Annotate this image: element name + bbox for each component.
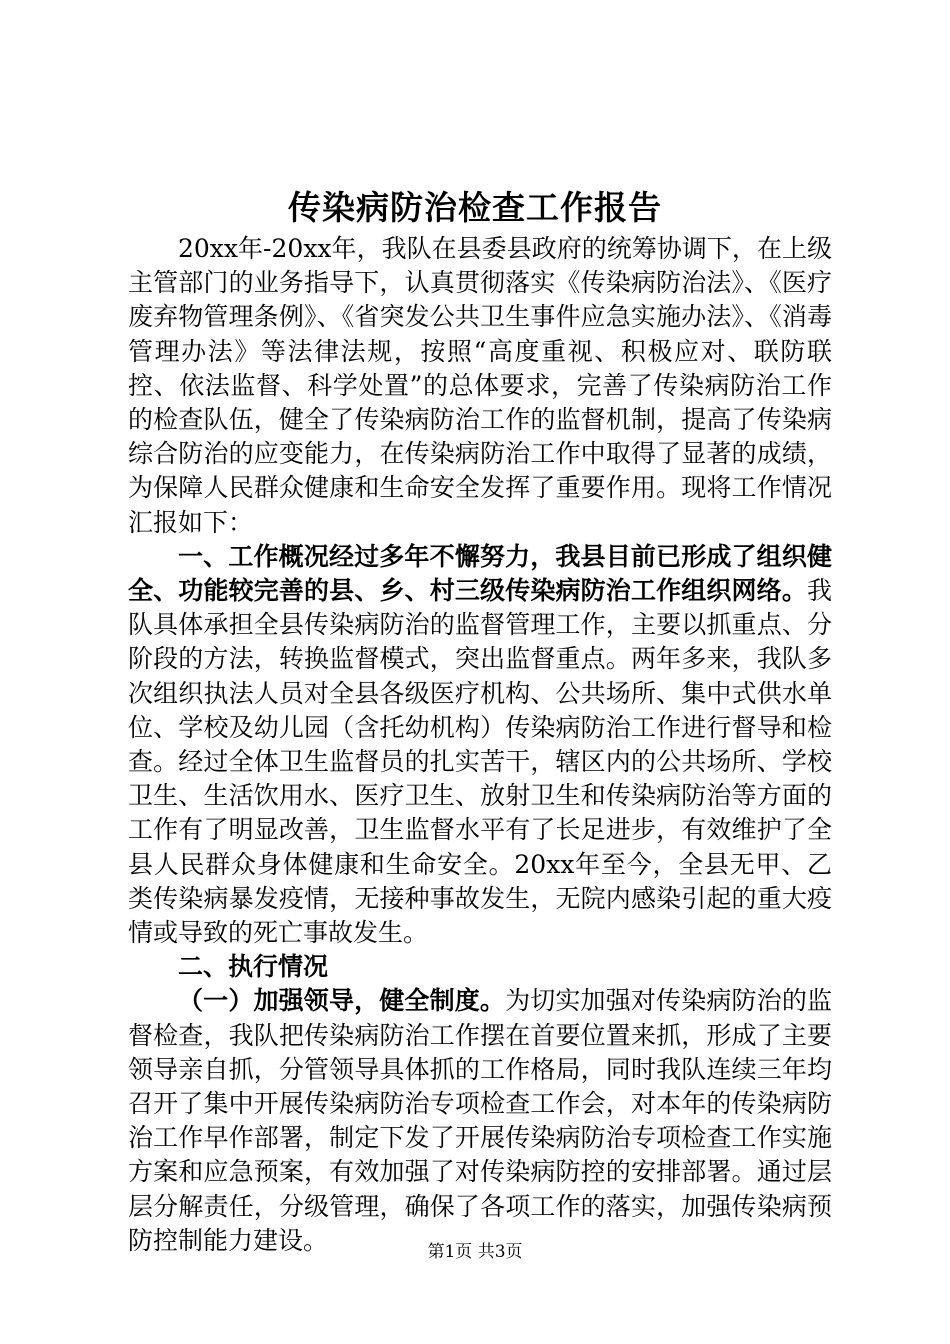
subsection-heading-leadership: （一）加强领导，健全制度。 xyxy=(178,986,506,1016)
paragraph-leadership xyxy=(128,984,832,1258)
paragraph-work-overview xyxy=(128,540,832,950)
section-heading-overview: 一、工作概况经过多年不懈努力，我县目前已形成了组织健全、功能较完善的县、乡、村三级传染病防治工作组织网络。 xyxy=(128,541,832,606)
page-number-footer: 第1页 共3页 xyxy=(427,1242,523,1262)
document-title: 传染病防治检查工作报告 xyxy=(288,188,662,227)
paragraph-overview-text: 我队具体承担全县传染病防治的监督管理工作，主要以抓重点、分阶段的方法，转换监督模式，突出监督重点。两年多来，我队多次组织执法人员对全县各级医疗机构、公共场所、集中式供水单位、学校及幼儿园（含托幼机构）传染病防治工作进行督导和检查。经过全体卫生监督员的扎实苦干，辖区内的公共场所、学校卫生、生活饮用水、医疗卫生、放射卫生和传染病防治等方面的工作有了明显改善，卫生监督水平有了长足进步，有效维护了全县人民群众身体健康和生命安全。20xx年至今，全县无甲、乙类传染病暴发疫情，无接种事故发生，无院内感染引起的重大疫情或导致的死亡事故发生。 xyxy=(128,576,832,948)
section-heading-execution: 二、执行情况 xyxy=(178,952,329,982)
paragraph-intro: 20xx年-20xx年，我队在县委县政府的统筹协调下，在上级主管部门的业务指导下，认真贯彻落实《传染病防治法》、《医疗废弃物管理条例》、《省突发公共卫生事件应急实施办法》、《消毒管理办法》等法律法规，按照“高度重视、积极应对、联防联控、依法监督、科学处置”的总体要求，完善了传染病防治工作的检查队伍，健全了传染病防治工作的监督机制，提高了传染病综合防治的应变能力，在传染病防治工作中取得了显著的成绩，为保障人民群众健康和生命安全发挥了重要作用。现将工作情况汇报如下： xyxy=(128,234,832,537)
paragraph-leadership-text: 为切实加强对传染病防治的监督检查，我队把传染病防治工作摆在首要位置来抓，形成了主要领导亲自抓，分管领导具体抓的工作格局，同时我队连续三年均召开了集中开展传染病防治专项检查工作会，对本年的传染病防治工作早作部署，制定下发了开展传染病防治专项检查工作实施方案和应急预案，有效加强了对传染病防控的安排部署。通过层层分解责任，分级管理，确保了各项工作的落实，加强传染病预防控制能力建设。 xyxy=(128,986,832,1255)
document-body xyxy=(128,232,832,1258)
